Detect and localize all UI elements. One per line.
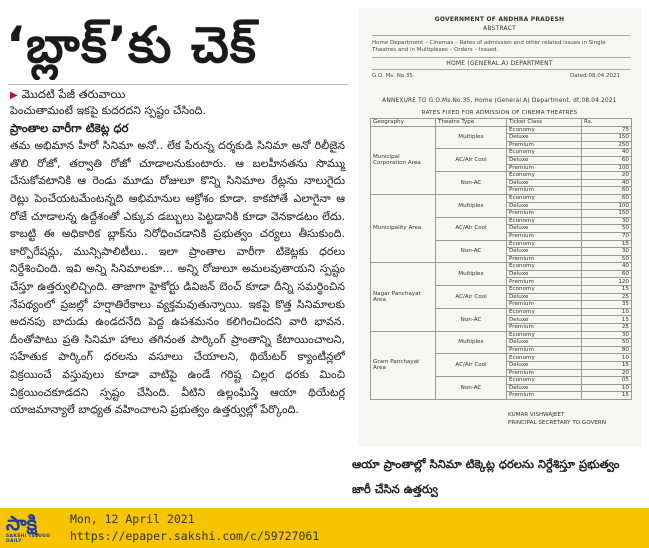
- cell-theatre-type: AC/Air Cool: [436, 286, 507, 309]
- cell-theatre-type: Multiplex: [436, 194, 507, 217]
- cell-rate: 15: [582, 392, 632, 400]
- cell-theatre-type: AC/Air Cool: [436, 354, 507, 377]
- cell-rate: 15: [582, 362, 632, 370]
- cell-ticket-class: Deluxe: [507, 316, 582, 324]
- cell-rate: 15: [582, 316, 632, 324]
- cell-theatre-type: AC/Air Cool: [436, 217, 507, 240]
- cell-geography: Municipality Area: [371, 194, 436, 262]
- cell-theatre-type: Multiplex: [436, 331, 507, 354]
- edition-date: Mon, 12 April 2021: [70, 512, 195, 526]
- cell-rate: 20: [582, 172, 632, 180]
- cell-ticket-class: Economy: [507, 149, 582, 157]
- cell-ticket-class: Deluxe: [507, 225, 582, 233]
- cell-rate: 70: [582, 232, 632, 240]
- doc-annexure: ANNEXURE TO G.O.Ms.No.35, Home (General.A) Department, dt.08.04.2021: [382, 98, 617, 104]
- cell-ticket-class: Deluxe: [507, 384, 582, 392]
- col-geography: Geography: [371, 119, 436, 127]
- cell-ticket-class: Economy: [507, 263, 582, 271]
- cell-rate: 10: [582, 354, 632, 362]
- continuation-text: మొదటి పేజీ తరువాయి: [21, 87, 126, 101]
- cell-theatre-type: Multiplex: [436, 263, 507, 286]
- cell-ticket-class: Deluxe: [507, 202, 582, 210]
- doc-rule: [372, 57, 630, 58]
- paragraph-main: తమ అభిమాన హీరో సినిమా అనో.. లేక పేరున్న దర్శకుడి సినిమా అనో రిలీజైన తొలి రోజో, తర్వాతి రోజో చూడాలనుకుంటారు. ఆ బలహీనతను సొమ్ము చేసుకోవటానికి ఆ రెండు మూడు రోజులూ కొన్ని సినిమాల రేట్లను నాలుగైదు రెట్లు పెంచేయటమేంటన్నది అభిమానుల ఆక్రోశం కూడా. కాకపోతే ఎలాగైనా ఆ రోజే చూడాలన్న ఉద్దేశంతో ఎక్కువ డబ్బులు పెట్టడానికి కూడా వెనకాడటం లేదు. కాబట్టి ఈ అధికారిక బ్లాక్‌ను నిరోధించడానికి ప్రభుత్వం చర్యలు తీసుకుంది. కార్పొరేషన్లు, మున్సిపాలిటీలు.. ఇలా ప్రాంతాల వారీగా టికెట్లకు ధరలు నిర్దేశించింది. ఇవి అన్ని సినిమాలకూ... అన్ని రోజులూ అమలవుతాయని స్పష్టం చేస్తూ ఉత్తర్వులిచ్చింది. తాజాగా హైకోర్టు డివిజన్ బెంచ్ కూడా దీన్ని సమర్థించిన నేపథ్యంలో ప్రజల్లో హర్షాతిరేకాలు వ్యక్తమవుతున్నాయి. ఇకపై కొత్త సినిమాలకు అదనపు బాదుడు ఉండదనేది పెద్ద ఉపశమనం కలిగించిందని వారి భావన. దీంతోపాటు ప్రతి సినిమా హాలు తగినంత పార్కింగ్ ప్రాంతాన్ని కేటాయించాలని, సహేతుక పార్కింగ్ ధరలను వసూలు చేయాలని, థియేటర్ క్యాంటీన్లలో విక్రయించే వస్తువులు కూడా వాటిపై ఉండే గరిష్ట చిల్లర ధరకు మించి విక్రయించకూడదని స్పష్టం చేసింది. వీటిని ఉల్లంఘిస్తే ఆయా థియేటర్ల యాజమాన్యాలే బాధ్యత వహించాలని ప్రభుత్వం ఉత్తర్వుల్లో పేర్కొంది.: [10, 139, 345, 417]
- cell-ticket-class: Economy: [507, 126, 582, 134]
- logo-subtitle: SAKSHI TELUGU DAILY: [6, 534, 51, 544]
- epaper-link[interactable]: https://epaper.sakshi.com/c/59727061: [70, 529, 320, 543]
- doc-go-date: Dated:08.04.2021: [570, 73, 620, 79]
- cell-rate: 35: [582, 301, 632, 309]
- cell-rate: 30: [582, 248, 632, 256]
- cell-ticket-class: Economy: [507, 172, 582, 180]
- cell-rate: 50: [582, 339, 632, 347]
- table-row: [371, 331, 632, 339]
- cell-rate: 60: [582, 156, 632, 164]
- headline-divider: [8, 84, 348, 85]
- cell-rate: 15: [582, 286, 632, 294]
- government-order-image: [358, 8, 641, 446]
- cell-ticket-class: Deluxe: [507, 270, 582, 278]
- footer-bar: [0, 508, 649, 548]
- cell-ticket-class: Economy: [507, 217, 582, 225]
- article-body: [10, 102, 345, 419]
- col-ticket-class: Ticket Class: [507, 119, 582, 127]
- rates-table: [370, 118, 632, 400]
- paragraph-intro: పెంచుతామంటే ఇకపై కుదరదని స్పష్టం చేసింది.: [10, 104, 206, 117]
- cell-ticket-class: Economy: [507, 354, 582, 362]
- doc-rule: [372, 69, 630, 70]
- cell-ticket-class: Deluxe: [507, 293, 582, 301]
- cell-rate: 10: [582, 384, 632, 392]
- cell-rate: 120: [582, 278, 632, 286]
- cell-ticket-class: Premium: [507, 141, 582, 149]
- doc-rule: [372, 35, 630, 36]
- cell-ticket-class: Deluxe: [507, 134, 582, 142]
- triangle-icon: ▶: [10, 90, 18, 101]
- cell-ticket-class: Premium: [507, 392, 582, 400]
- cell-rate: 40: [582, 263, 632, 271]
- cell-geography: Nagar Panchayat Area: [371, 263, 436, 331]
- cell-ticket-class: Deluxe: [507, 362, 582, 370]
- cell-ticket-class: Economy: [507, 286, 582, 294]
- cell-ticket-class: Premium: [507, 187, 582, 195]
- cell-rate: 15: [582, 240, 632, 248]
- col-theatre-type: Theatre Type: [436, 119, 507, 127]
- cell-rate: 150: [582, 210, 632, 218]
- cell-ticket-class: Deluxe: [507, 339, 582, 347]
- doc-signer: KUMAR VISHWAJEET: [508, 412, 565, 418]
- cell-rate: 40: [582, 179, 632, 187]
- table-row: [371, 126, 632, 134]
- cell-ticket-class: Deluxe: [507, 179, 582, 187]
- doc-go-no: G.O. Ms. No.35: [372, 73, 413, 79]
- cell-rate: 05: [582, 377, 632, 385]
- cell-theatre-type: Multiplex: [436, 126, 507, 149]
- cell-ticket-class: Economy: [507, 377, 582, 385]
- cell-rate: 50: [582, 225, 632, 233]
- doc-gov: GOVERNMENT OF ANDHRA PRADESH: [434, 16, 565, 23]
- cell-ticket-class: Economy: [507, 308, 582, 316]
- cell-ticket-class: Deluxe: [507, 156, 582, 164]
- cell-theatre-type: Non-AC: [436, 308, 507, 331]
- cell-ticket-class: Economy: [507, 194, 582, 202]
- cell-ticket-class: Premium: [507, 301, 582, 309]
- cell-rate: 25: [582, 293, 632, 301]
- cell-rate: 100: [582, 164, 632, 172]
- headline: ‘బ్లాక్’కు చెక్: [6, 16, 257, 74]
- logo-text: సాక్షి: [6, 511, 38, 535]
- cell-rate: 50: [582, 255, 632, 263]
- table-row: [371, 263, 632, 271]
- cell-ticket-class: Premium: [507, 164, 582, 172]
- cell-ticket-class: Premium: [507, 232, 582, 240]
- cell-ticket-class: Premium: [507, 210, 582, 218]
- cell-geography: Municipal Corporation Area: [371, 126, 436, 194]
- cell-theatre-type: Non-AC: [436, 172, 507, 195]
- cell-theatre-type: Non-AC: [436, 377, 507, 400]
- cell-rate: 30: [582, 331, 632, 339]
- doc-subject: Home Department – Cinemas – Rates of admission and other related issues in Single Theatres and in Multiplexes – Orders – Issued.: [372, 40, 606, 53]
- cell-rate: 60: [582, 187, 632, 195]
- cell-rate: 75: [582, 126, 632, 134]
- cell-ticket-class: Premium: [507, 255, 582, 263]
- sakshi-logo[interactable]: [6, 512, 62, 544]
- cell-theatre-type: AC/Air Cool: [436, 149, 507, 172]
- cell-geography: Gram Panchayat Area: [371, 331, 436, 399]
- cell-theatre-type: Non-AC: [436, 240, 507, 263]
- cell-rate: 10: [582, 308, 632, 316]
- image-caption: ఆయా ప్రాంతాల్లో సినిమా టిక్కెట్ల ధరలను నిర్దేశిస్తూ ప్రభుత్వం జారీ చేసిన ఉత్తర్వు: [352, 457, 620, 496]
- cell-ticket-class: Deluxe: [507, 248, 582, 256]
- cell-rate: 100: [582, 202, 632, 210]
- cell-ticket-class: Economy: [507, 331, 582, 339]
- doc-designation: PRINCIPAL SECRETARY TO GOVERN: [508, 420, 606, 426]
- table-header-row: [371, 119, 632, 127]
- cell-rate: 30: [582, 217, 632, 225]
- cell-rate: 20: [582, 369, 632, 377]
- cell-ticket-class: Premium: [507, 346, 582, 354]
- cell-ticket-class: Premium: [507, 324, 582, 332]
- doc-dept: HOME (GENERAL.A) DEPARTMENT: [446, 60, 553, 67]
- cell-rate: 25: [582, 324, 632, 332]
- subheading: ప్రాంతాల వారీగా టికెట్ల ధర: [10, 120, 129, 135]
- cell-rate: 80: [582, 346, 632, 354]
- doc-abstract: ABSTRACT: [483, 25, 516, 32]
- doc-table-title: RATES FIXED FOR ADMISSION OF CINEMA THEATRES: [421, 110, 578, 116]
- cell-ticket-class: Premium: [507, 278, 582, 286]
- cell-rate: 250: [582, 141, 632, 149]
- col-rs: Rs.: [582, 119, 632, 127]
- table-row: [371, 194, 632, 202]
- cell-rate: 40: [582, 149, 632, 157]
- cell-rate: 60: [582, 194, 632, 202]
- cell-ticket-class: Economy: [507, 240, 582, 248]
- cell-rate: 150: [582, 134, 632, 142]
- cell-rate: 60: [582, 270, 632, 278]
- cell-ticket-class: Premium: [507, 369, 582, 377]
